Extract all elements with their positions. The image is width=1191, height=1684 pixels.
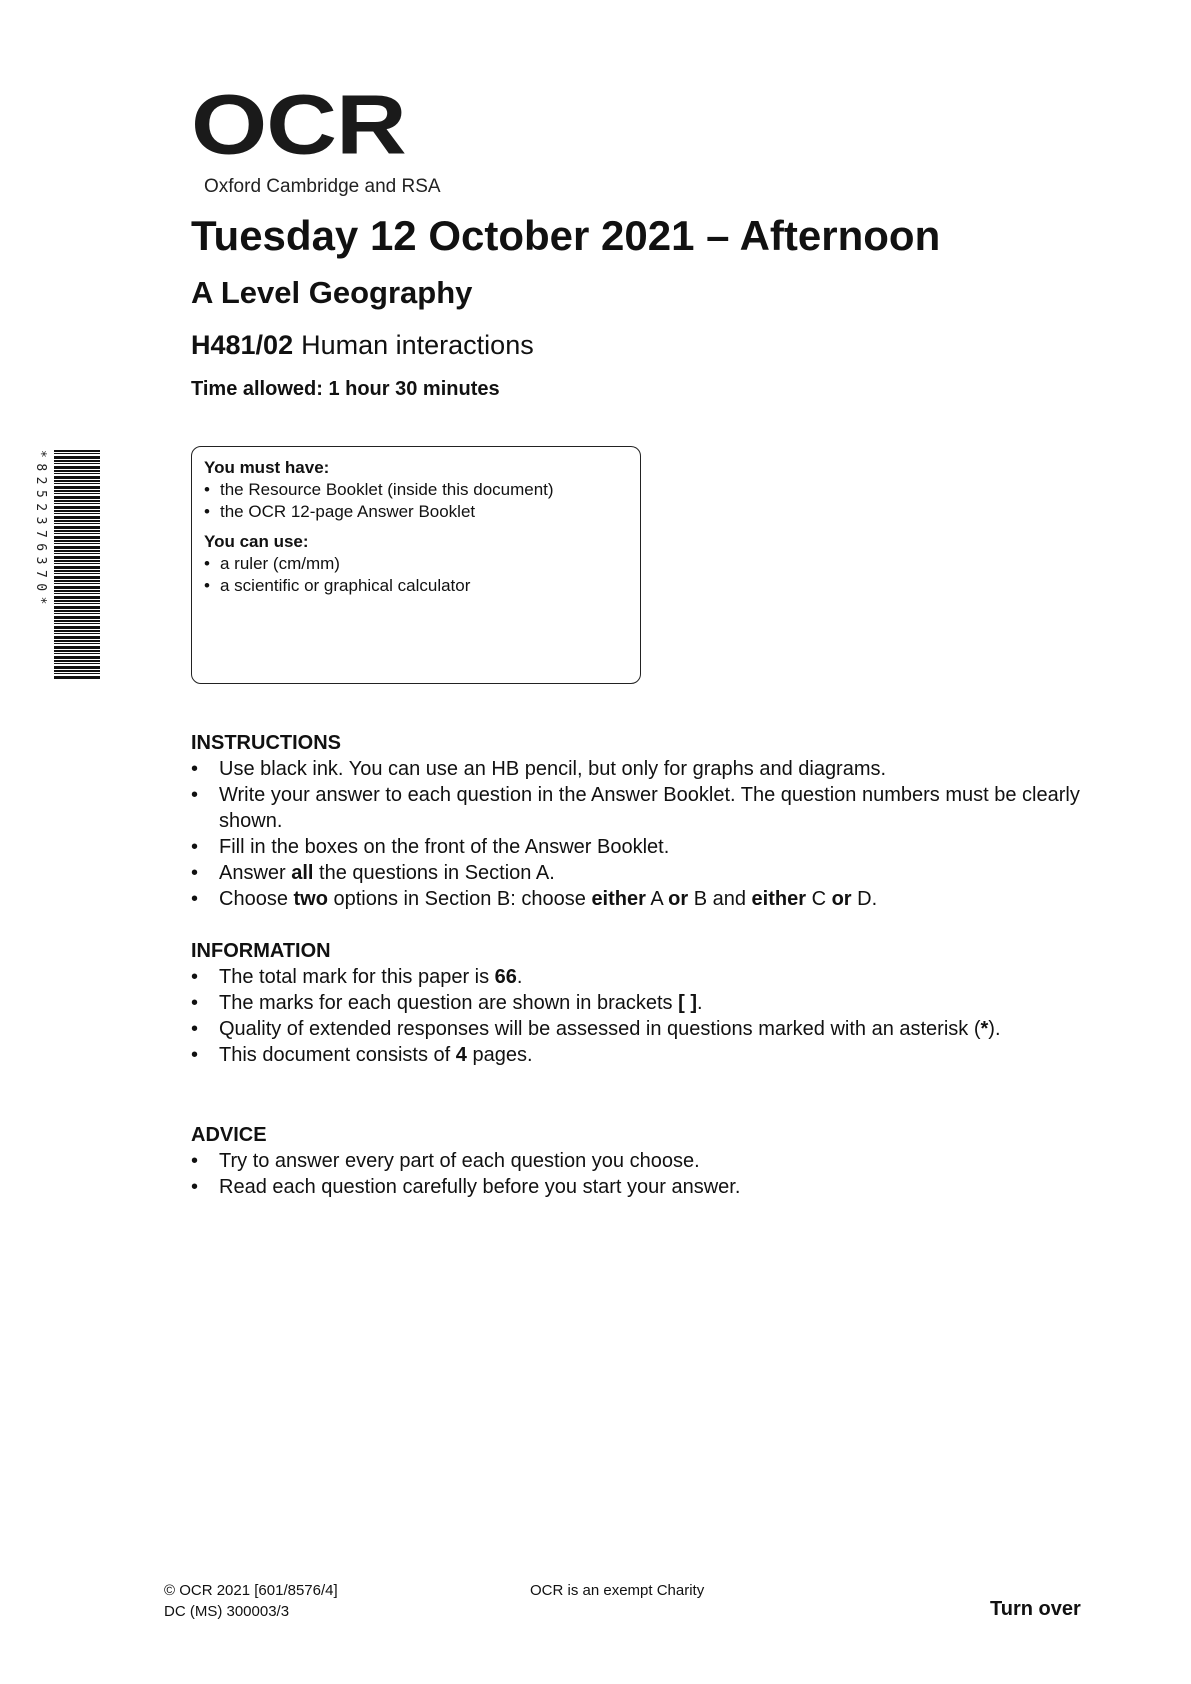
barcode-number: *8252376370* bbox=[33, 450, 48, 610]
emphasis: 4 bbox=[455, 1044, 467, 1066]
text-run: the questions in Section A. bbox=[313, 862, 555, 884]
text-run: Answer bbox=[219, 862, 292, 884]
emphasis: two bbox=[293, 888, 328, 910]
list-item: • a ruler (cm/mm) bbox=[204, 553, 628, 575]
list-item bbox=[191, 1016, 1091, 1042]
list-item bbox=[191, 1042, 1091, 1068]
text-run: The total mark for this paper is bbox=[219, 966, 495, 988]
text-run: pages. bbox=[466, 1044, 533, 1066]
text-run: This document consists of bbox=[219, 1044, 456, 1066]
can-use-heading: You can use: bbox=[204, 532, 309, 551]
text-run: . bbox=[697, 992, 703, 1014]
text-run: D. bbox=[851, 888, 878, 910]
emphasis: either bbox=[591, 888, 646, 910]
list-item bbox=[191, 990, 1091, 1016]
emphasis: [ ] bbox=[678, 992, 698, 1014]
advice-section bbox=[191, 1122, 1091, 1200]
paper-title: Human interactions bbox=[301, 330, 534, 360]
must-have-list bbox=[204, 479, 628, 523]
emphasis: either bbox=[751, 888, 807, 910]
list-item bbox=[191, 860, 1091, 886]
list-item: • Write your answer to each question in the Answer Booklet. The question numbers must be clearly shown. bbox=[191, 782, 1091, 834]
instructions-section bbox=[191, 730, 1091, 912]
footer-left bbox=[164, 1580, 338, 1622]
instructions-heading: INSTRUCTIONS bbox=[191, 732, 341, 754]
must-have-heading: You must have: bbox=[204, 458, 330, 477]
text-run: The marks for each question are shown in brackets bbox=[219, 992, 679, 1014]
text-run: C bbox=[806, 888, 832, 910]
emphasis: all bbox=[291, 862, 314, 884]
list-item: • the Resource Booklet (inside this document) bbox=[204, 479, 628, 501]
paper-code: H481/02 bbox=[191, 330, 294, 360]
emphasis: or bbox=[668, 888, 689, 910]
barcode-image bbox=[54, 450, 100, 680]
list-item bbox=[191, 964, 1091, 990]
list-item: • the OCR 12-page Answer Booklet bbox=[204, 501, 628, 523]
document-reference: DC (MS) 300003/3 bbox=[164, 1603, 290, 1620]
text-run: . bbox=[516, 966, 523, 988]
text-run: ). bbox=[988, 1018, 1001, 1040]
can-use-list bbox=[204, 553, 628, 597]
emphasis: 66 bbox=[494, 966, 517, 988]
subject-title: A Level Geography bbox=[191, 275, 473, 310]
text-run: B and bbox=[688, 888, 752, 910]
information-heading: INFORMATION bbox=[191, 940, 331, 962]
text-run: Quality of extended responses will be assessed in questions marked with an asterisk ( bbox=[219, 1018, 981, 1040]
emphasis: or bbox=[831, 888, 852, 910]
list-item: • Use black ink. You can use an HB pencil, but only for graphs and diagrams. bbox=[191, 756, 1091, 782]
paper-heading bbox=[191, 330, 534, 361]
turn-over-label: Turn over bbox=[990, 1598, 1081, 1620]
ocr-logo: OCR bbox=[191, 76, 406, 172]
list-item: • Read each question carefully before you start your answer. bbox=[191, 1174, 1091, 1200]
information-section bbox=[191, 938, 1091, 1068]
list-item bbox=[191, 886, 1091, 912]
ocr-logo-subtitle: Oxford Cambridge and RSA bbox=[204, 176, 441, 197]
time-allowed: Time allowed: 1 hour 30 minutes bbox=[191, 378, 500, 400]
text-run: Choose bbox=[219, 888, 294, 910]
text-run: A bbox=[645, 888, 669, 910]
charity-notice: OCR is an exempt Charity bbox=[530, 1582, 705, 1599]
list-item: • a scientific or graphical calculator bbox=[204, 575, 628, 597]
advice-heading: ADVICE bbox=[191, 1124, 267, 1146]
copyright-text: © OCR 2021 [601/8576/4] bbox=[164, 1582, 338, 1599]
text-run: options in Section B: choose bbox=[327, 888, 592, 910]
emphasis: * bbox=[980, 1018, 989, 1040]
list-item: • Try to answer every part of each question you choose. bbox=[191, 1148, 1091, 1174]
list-item: • Fill in the boxes on the front of the Answer Booklet. bbox=[191, 834, 1091, 860]
requirements-box bbox=[191, 446, 641, 684]
exam-date-title: Tuesday 12 October 2021 – Afternoon bbox=[191, 212, 941, 259]
